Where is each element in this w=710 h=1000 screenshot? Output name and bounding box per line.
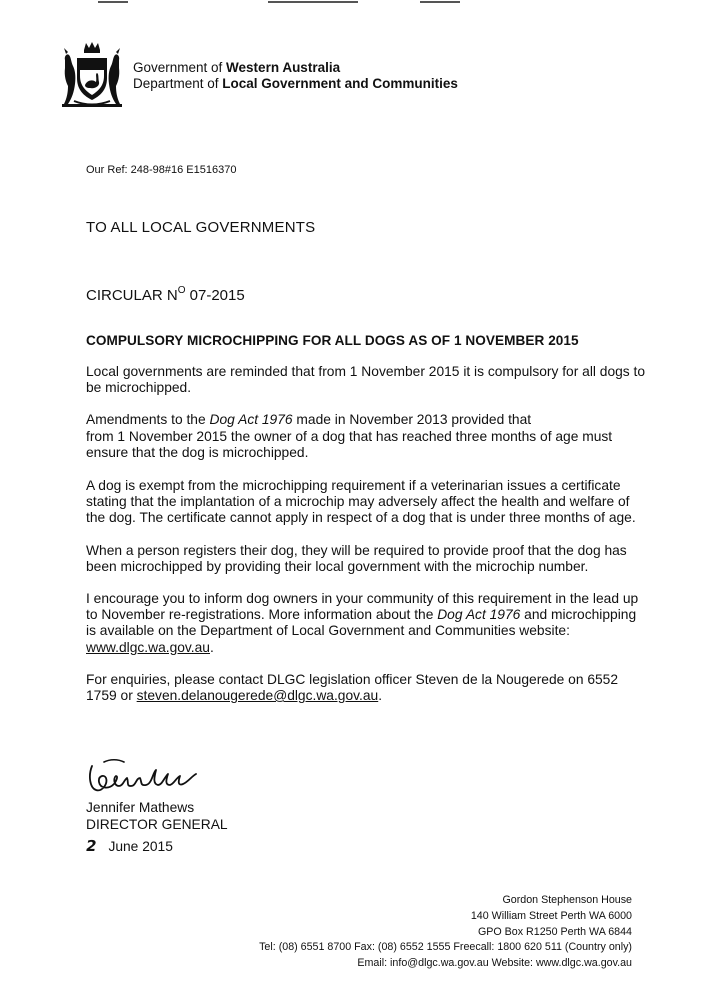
website-link[interactable]: www.dlgc.wa.gov.au	[86, 639, 210, 655]
footer-web: Email: info@dlgc.wa.gov.au Website: www.dlgc.wa.gov.au	[357, 957, 632, 970]
our-reference: Our Ref: 248-98#16 E1516370	[86, 164, 237, 176]
scan-mark	[98, 1, 128, 3]
paragraph-amendments: Amendments to the Dog Act 1976 made in November 2013 provided that from 1 November 2015 the owner of a dog that has reached three months of age must ensure that the dog is microchipped.	[86, 412, 613, 460]
email-link[interactable]: steven.delanougerede@dlgc.wa.gov.au	[136, 688, 379, 704]
handwritten-signature	[86, 754, 226, 798]
paragraph-reminder: Local governments are reminded that from 1 November 2015 it is compulsory for all dogs to be microchipped.	[86, 364, 646, 396]
footer-po-box: GPO Box R1250 Perth WA 6844	[477, 925, 632, 938]
signatory-title: DIRECTOR GENERAL	[86, 817, 228, 832]
signatory	[86, 799, 228, 833]
paragraph-registration: When a person registers their dog, they will be required to provide proof that the dog has been microchipped by providing their local government with the microchip number.	[86, 542, 627, 574]
footer-street: 140 William Street Perth WA 6000	[470, 909, 632, 922]
date-day: 2	[84, 837, 99, 855]
footer-contact	[259, 893, 632, 972]
letter-date	[86, 837, 173, 855]
footer-building: Gordon Stephenson House	[502, 894, 632, 906]
paragraph-encouragement: I encourage you to inform dog owners in your community of this requirement in the lead up to November re-registrations. More information about the Dog Act 1976 and microchipping is available on the Department of Local Government and Communities website: www.dlgc.wa.gov.au.	[86, 591, 639, 655]
paragraph-exemption: A dog is exempt from the microchipping requirement if a veterinarian issues a certificate stating that the implantation of a microchip may adversely affect the health and welfare of the dog. The certificate cannot apply in respect of a dog that is under three months of age.	[86, 478, 636, 526]
addressee: TO ALL LOCAL GOVERNMENTS	[86, 219, 316, 236]
circular-heading: COMPULSORY MICROCHIPPING FOR ALL DOGS AS OF 1 NOVEMBER 2015	[86, 333, 579, 348]
letterhead	[133, 60, 458, 92]
paragraph-enquiries: For enquiries, please contact DLGC legislation officer Steven de la Nougerede on 6552 1759 or steven.delanougerede@dlgc.wa.gov.au.	[86, 671, 619, 704]
government-name: Government of Western Australia	[133, 60, 341, 75]
circular-number: CIRCULAR $N^O$ 07-2015	[86, 285, 245, 304]
date-month-year: June 2015	[108, 839, 173, 854]
coat-of-arms-icon	[60, 40, 124, 110]
scan-mark	[420, 1, 460, 3]
footer-phones: Tel: (08) 6551 8700 Fax: (08) 6552 1555 Freecall: 1800 620 511 (Country only)	[259, 941, 632, 954]
letter-body	[86, 364, 646, 720]
scan-mark	[268, 1, 358, 3]
department-name: Department of Local Government and Communities	[133, 76, 458, 91]
signatory-name: Jennifer Mathews	[86, 800, 195, 815]
